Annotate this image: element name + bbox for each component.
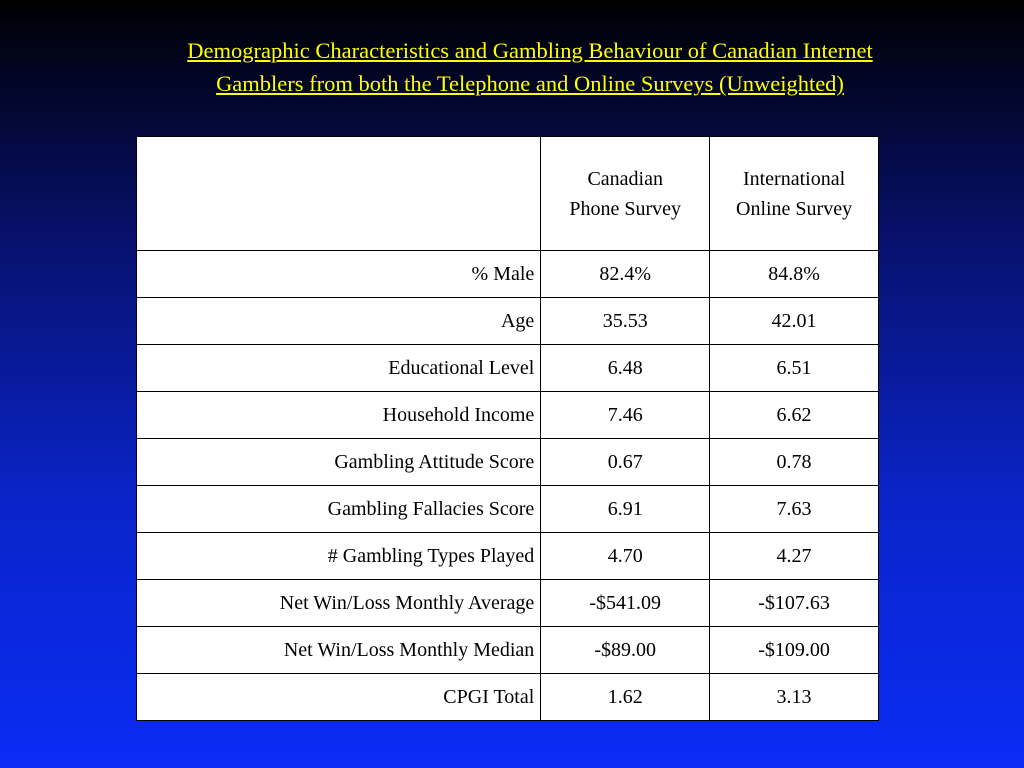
header-text: International — [742, 167, 846, 190]
slide-title-line-1: Demographic Characteristics and Gambling Behaviour of Canadian Internet — [187, 38, 873, 63]
cell-canadian: 7.46 — [541, 392, 710, 439]
cell-canadian: -$541.09 — [541, 580, 710, 627]
cell-international: 6.62 — [710, 392, 879, 439]
cell-canadian: -$89.00 — [541, 627, 710, 674]
row-label: Net Win/Loss Monthly Average — [137, 580, 541, 627]
table-header — [137, 137, 879, 251]
cell-international: -$107.63 — [710, 580, 879, 627]
table-row — [137, 533, 879, 580]
table-row — [137, 674, 879, 721]
cell-international: 84.8% — [710, 251, 879, 298]
cell-international: 4.27 — [710, 533, 879, 580]
header-international-online-survey — [710, 137, 879, 251]
cell-international: 3.13 — [710, 674, 879, 721]
slide-title-line-2: Gamblers from both the Telephone and Online Surveys (Unweighted) — [216, 71, 844, 96]
table-header-row — [137, 137, 879, 251]
cell-international: 0.78 — [710, 439, 879, 486]
row-label: CPGI Total — [137, 674, 541, 721]
header-canadian-phone-survey — [541, 137, 710, 251]
cell-canadian: 1.62 — [541, 674, 710, 721]
cell-international: 6.51 — [710, 345, 879, 392]
cell-canadian: 82.4% — [541, 251, 710, 298]
header-text: Canadian — [587, 167, 663, 190]
row-label: Gambling Attitude Score — [137, 439, 541, 486]
table-row — [137, 627, 879, 674]
cell-canadian: 6.48 — [541, 345, 710, 392]
row-label: Household Income — [137, 392, 541, 439]
cell-international: 7.63 — [710, 486, 879, 533]
header-empty-cell — [137, 137, 541, 251]
cell-canadian: 0.67 — [541, 439, 710, 486]
slide-title — [80, 34, 980, 100]
table-row — [137, 392, 879, 439]
cell-international: -$109.00 — [710, 627, 879, 674]
cell-canadian: 4.70 — [541, 533, 710, 580]
cell-international: 42.01 — [710, 298, 879, 345]
table-row — [137, 298, 879, 345]
header-text: Online Survey — [736, 197, 853, 220]
header-text: Phone Survey — [569, 197, 682, 220]
row-label: % Male — [137, 251, 541, 298]
row-label: Gambling Fallacies Score — [137, 486, 541, 533]
table-row — [137, 439, 879, 486]
cell-canadian: 6.91 — [541, 486, 710, 533]
row-label: Educational Level — [137, 345, 541, 392]
row-label: Age — [137, 298, 541, 345]
data-table — [136, 136, 879, 721]
cell-canadian: 35.53 — [541, 298, 710, 345]
table-body — [137, 251, 879, 721]
table-row — [137, 580, 879, 627]
table-row — [137, 345, 879, 392]
table-row — [137, 251, 879, 298]
row-label: Net Win/Loss Monthly Median — [137, 627, 541, 674]
row-label: # Gambling Types Played — [137, 533, 541, 580]
table-row — [137, 486, 879, 533]
